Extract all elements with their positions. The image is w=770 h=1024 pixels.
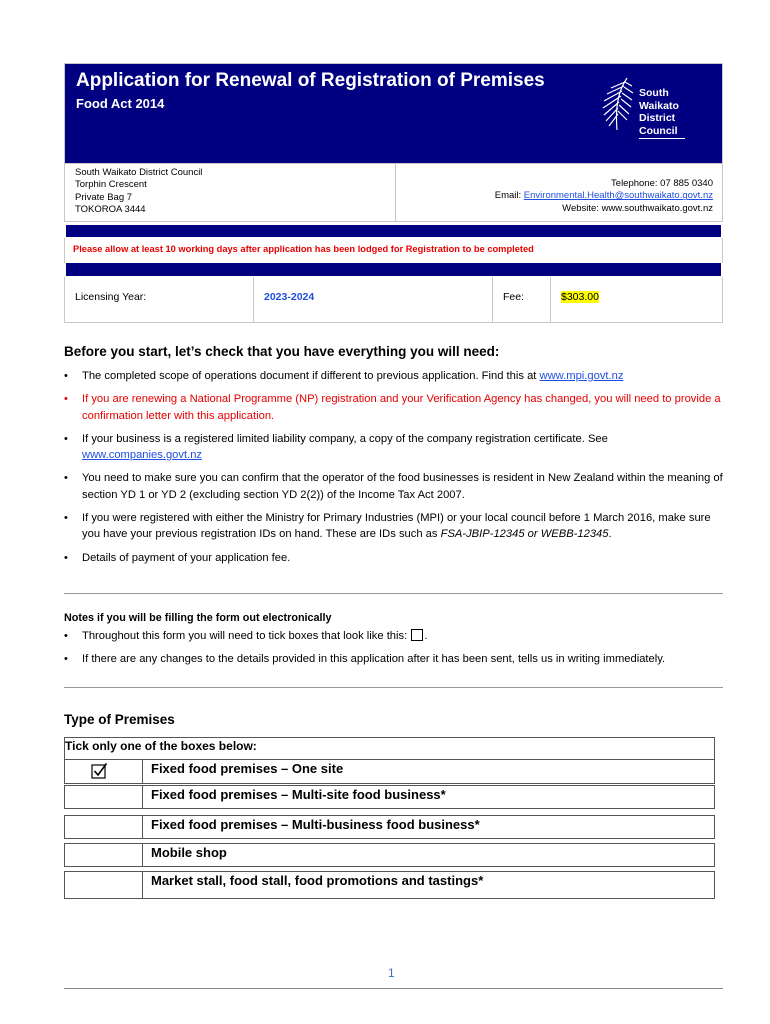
email-link[interactable]: Environmental.Health@southwaikato.govt.nz xyxy=(523,190,713,202)
divider-bar xyxy=(66,263,721,276)
premises-option-market-stall xyxy=(64,871,715,899)
fern-icon xyxy=(599,74,639,134)
list-item: • If you were registered with either the Ministry for Primary Industries (MPI) or your local council before 1 March 2016, make sure you have your previous registration IDs on hand. These are IDs such as FSA-JBIP-12345 or WEBB-12345. xyxy=(64,510,729,543)
licensing-row xyxy=(64,277,723,323)
checklist-title: Before you start, let’s check that you have everything you will need: xyxy=(64,344,500,359)
fee-cell xyxy=(551,277,723,322)
list-item: • Throughout this form you will need to tick boxes that look like this: . xyxy=(64,628,729,644)
licensing-year-value[interactable]: 2023-2024 xyxy=(254,277,493,322)
companies-link[interactable]: www.companies.govt.nz xyxy=(82,449,203,462)
form-subtitle: Food Act 2014 xyxy=(76,96,165,111)
council-logo xyxy=(599,74,689,140)
list-item: • The completed scope of operations document if different to previous application. Find this at www.mpi.govt.nz xyxy=(64,368,729,384)
page-number: 1 xyxy=(388,966,395,980)
licensing-year-label: Licensing Year: xyxy=(65,277,254,322)
premises-option-label: Market stall, food stall, food promotions and tastings* xyxy=(151,873,484,888)
example-checkbox-icon xyxy=(411,629,423,641)
premises-title: Type of Premises xyxy=(64,712,175,727)
premises-option-multi-site xyxy=(64,785,715,809)
council-contact-row xyxy=(64,164,723,222)
notes-title: Notes if you will be filling the form out electronically xyxy=(64,612,332,624)
list-item: • If you are renewing a National Programme (NP) registration and your Verification Agency has changed, you will need to provide a confirmation letter with this application. xyxy=(64,391,729,424)
list-item: • Details of payment of your application fee. xyxy=(64,550,729,566)
list-item: • If your business is a registered limited liability company, a copy of the company registration certificate. See www.companies.govt.nz xyxy=(64,431,729,464)
list-item: • If there are any changes to the details provided in this application after it has been sent, tells us in writing immediately. xyxy=(64,651,729,667)
premises-checkbox[interactable] xyxy=(65,816,143,838)
footer-line xyxy=(64,988,723,989)
fee-label: Fee: xyxy=(493,277,551,322)
premises-option-fixed-one-site xyxy=(64,759,715,784)
checked-checkbox-icon xyxy=(91,762,108,779)
council-address: South Waikato District Council Torphin Crescent Private Bag 7 TOKOROA 3444 xyxy=(65,164,396,221)
telephone: Telephone: 07 885 0340 xyxy=(611,178,713,189)
premises-option-multi-business xyxy=(64,815,715,839)
premises-option-label: Fixed food premises – Multi-site food business* xyxy=(151,787,446,802)
form-title: Application for Renewal of Registration of Premises xyxy=(76,70,545,91)
website: Website: www.southwaikato.govt.nz xyxy=(562,202,713,214)
notes-list xyxy=(64,628,729,675)
council-contact xyxy=(396,164,722,221)
premises-checkbox[interactable] xyxy=(65,844,143,866)
council-logo-text: South Waikato District Council xyxy=(639,87,679,137)
premises-option-mobile-shop xyxy=(64,843,715,867)
processing-notice: Please allow at least 10 working days after application has been lodged for Registration to be completed xyxy=(64,238,723,263)
list-item: • You need to make sure you can confirm that the operator of the food businesses is resident in New Zealand within the meaning of section YD 1 or YD 2 (excluding section YD 2(2)) of the Income Tax Act 2007. xyxy=(64,470,729,503)
mpi-link[interactable]: www.mpi.govt.nz xyxy=(539,370,624,382)
premises-table xyxy=(64,737,715,899)
checklist xyxy=(64,368,729,573)
divider-line xyxy=(64,687,723,688)
email-line: Email: Environmental.Health@southwaikato.govt.nz xyxy=(494,190,713,202)
premises-checkbox[interactable] xyxy=(65,786,143,808)
premises-checkbox[interactable] xyxy=(65,760,143,783)
premises-option-label: Mobile shop xyxy=(151,845,227,860)
premises-checkbox[interactable] xyxy=(65,872,143,898)
logo-underline xyxy=(639,138,685,139)
premises-option-label: Fixed food premises – Multi-business food business* xyxy=(151,817,480,832)
premises-instruction: Tick only one of the boxes below: xyxy=(64,737,715,759)
premises-option-label: Fixed food premises – One site xyxy=(151,761,344,776)
divider-line xyxy=(64,593,723,594)
divider-bar xyxy=(66,225,721,237)
form-header xyxy=(64,63,723,164)
fee-value[interactable]: $303.00 xyxy=(561,291,599,303)
